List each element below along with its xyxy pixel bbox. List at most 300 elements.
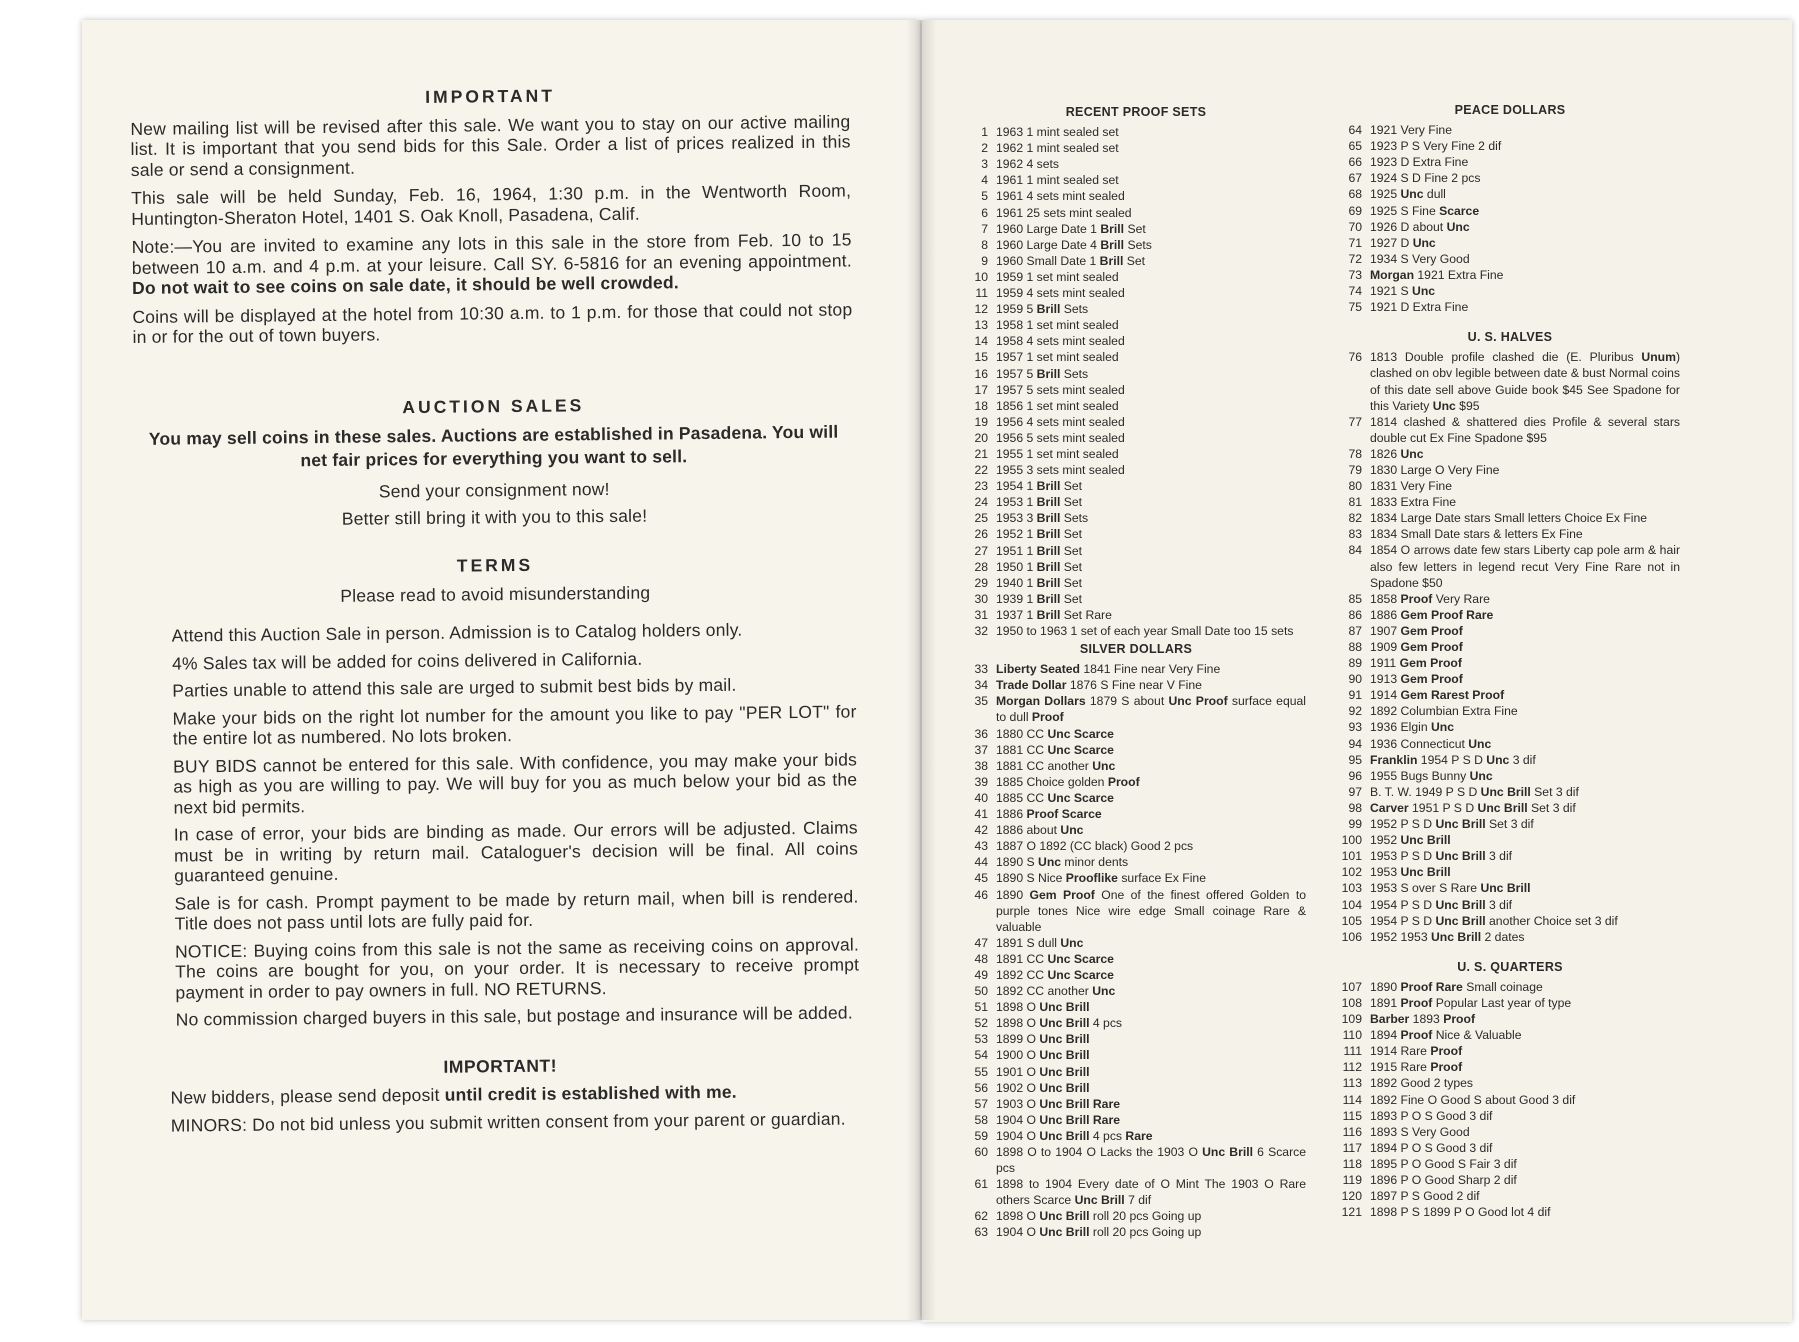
lot-description: 1907 Gem Proof [1370,623,1463,638]
lot-description: 1858 Proof Very Rare [1370,591,1490,606]
lot-row [1340,929,1680,945]
lot-description: 1894 Proof Nice & Valuable [1370,1028,1522,1043]
term-item: Make your bids on the right lot number for the amount you like to pay "PER LOT" for the entire lot as numbered. No lots broken. [172,700,857,749]
lot-row [966,1112,1306,1128]
lot-number: 41 [974,807,988,822]
lot-number: 114 [1342,1092,1362,1107]
lot-number: 67 [1348,171,1362,186]
lot-row [966,205,1306,221]
lot-number: 52 [974,1016,988,1031]
lot-number: 119 [1342,1173,1362,1187]
lot-description: 1959 1 set mint sealed [996,269,1119,284]
lot-description: 1963 1 mint sealed set [996,125,1119,140]
lot-row [1340,170,1680,186]
lot-description: 1914 Gem Rarest Proof [1370,688,1505,703]
lot-row [966,349,1306,365]
lot-number: 72 [1348,251,1362,266]
lot-number: 29 [974,575,988,590]
lot-description: 1895 P O Good S Fair 3 dif [1370,1156,1517,1171]
lot-description: 1886 Gem Proof Rare [1370,607,1494,622]
lot-description: 1898 to 1904 Every date of O Mint The 1903 O Rare others Scarce Unc Brill 7 dif [996,1177,1306,1208]
lot-description: 1962 1 mint sealed set [996,141,1119,156]
lot-description: 1952 1953 Unc Brill 2 dates [1370,929,1525,944]
lot-number: 99 [1348,817,1362,832]
lot-description: 1893 S Very Good [1370,1124,1470,1139]
lot-number: 91 [1348,688,1362,703]
lot-number: 87 [1348,623,1362,638]
lot-description: 1950 to 1963 1 set of each year Small Date too 15 sets [996,624,1294,638]
lot-number: 26 [974,527,988,542]
lot-description: 1926 D about Unc [1370,219,1470,234]
left-page [82,20,920,1320]
lot-description: 1924 S D Fine 2 pcs [1370,171,1481,186]
lot-description: 1898 O Unc Brill 4 pcs [996,1016,1123,1031]
lot-description: 1954 P S D Unc Brill 3 dif [1370,897,1513,912]
lot-number: 3 [981,157,988,172]
bidders-notes [140,1080,860,1108]
lot-description: 1936 Elgin Unc [1370,720,1455,735]
lot-row [1340,671,1680,687]
lot-description: 1890 S Nice Prooflike surface Ex Fine [996,871,1206,886]
lot-description: 1903 O Unc Brill Rare [996,1096,1120,1111]
lot-number: 86 [1348,607,1362,622]
lot-description: 1898 O Unc Brill roll 20 pcs Going up [996,1209,1202,1224]
lot-row [1340,639,1680,655]
lot-row [966,221,1306,237]
lot-row [966,494,1306,510]
lot-description: 1952 P S D Unc Brill Set 3 dif [1370,817,1534,832]
lot-number: 19 [974,414,988,429]
lot-number: 109 [1341,1012,1362,1027]
lot-row [1340,510,1680,526]
lot-number: 64 [1348,123,1362,138]
lot-row [966,156,1306,172]
lot-row [1340,768,1680,784]
lot-description: Morgan 1921 Extra Fine [1370,267,1504,282]
lot-row [966,366,1306,382]
lot-number: 23 [974,479,988,494]
note-text: Note:—You are invited to examine any lots in this sale in the store from Feb. 10 to 15 between 10 a.m. and 4 p.m. at your leisure. Call SY. 6-5816 for an evening appointment. [131,229,852,278]
lot-row [966,1224,1306,1240]
lot-number: 16 [974,366,988,381]
lot-number: 74 [1348,284,1362,299]
lot-description: 1899 O Unc Brill [996,1032,1090,1047]
lot-description: 1885 Choice golden Proof [996,774,1140,789]
lot-number: 84 [1348,543,1362,558]
lot-row [966,967,1306,983]
auction-sales-paragraph: You may sell coins in these sales. Auctions are established in Pasadena. You will net fair prices for everything you want to sell. [148,421,839,471]
lot-number: 18 [974,398,988,413]
lot-number: 43 [974,839,988,854]
lot-number: 118 [1342,1156,1362,1171]
lot-description: 1814 clashed & shattered dies Profile & several stars double cut Ex Fine Spadone $95 [1370,414,1680,445]
lot-row [1340,203,1680,219]
lot-number: 93 [1348,720,1362,735]
lot-number: 115 [1342,1108,1362,1123]
lot-row [1340,1092,1680,1108]
lot-number: 81 [1348,495,1362,510]
lot-number: 70 [1348,219,1362,234]
lot-number: 101 [1341,849,1362,864]
lot-description: 1834 Large Date stars Small letters Choice Ex Fine [1370,511,1648,526]
lot-description: 1893 P O S Good 3 dif [1370,1108,1493,1123]
lot-number: 5 [981,189,988,204]
section-heading: PEACE DOLLARS [1454,103,1566,117]
lot-description: 1962 4 sets [996,157,1060,172]
lot-description: 1897 P S Good 2 dif [1370,1189,1480,1204]
lot-description: 1900 O Unc Brill [996,1048,1090,1063]
lot-number: 94 [1348,736,1362,751]
lot-description: 1951 1 Brill Set [996,543,1083,558]
lot-number: 4 [981,173,988,188]
section-heading: U. S. HALVES [1467,330,1553,345]
minors-note: MINORS: Do not bid unless you submit written consent from your parent or guardian. [170,1108,846,1136]
lot-row [1340,655,1680,671]
lot-row [1340,848,1680,864]
lot-row [966,806,1306,822]
lot-row [966,398,1306,414]
lot-description: 1961 4 sets mint sealed [996,189,1125,204]
lot-description: 1892 CC Unc Scarce [996,967,1114,982]
lot-number: 61 [974,1177,988,1192]
lot-row [1340,494,1680,510]
lot-description: 1913 Gem Proof [1370,672,1463,687]
lot-description: 1921 Very Fine [1370,123,1452,138]
lot-description: 1834 Small Date stars & letters Ex Fine [1370,527,1583,542]
lot-row [966,1064,1306,1080]
lot-row [1340,283,1680,299]
lot-number: 40 [974,790,988,805]
lot-description: 1953 P S D Unc Brill 3 dif [1370,849,1513,864]
lot-description: 1904 O Unc Brill roll 20 pcs Going up [996,1225,1202,1240]
lot-row [1340,1172,1680,1188]
lot-row [1340,995,1680,1011]
lot-row [1340,591,1680,607]
lot-description: 1898 P S 1899 P O Good lot 4 dif [1370,1205,1551,1220]
lot-number: 14 [974,334,988,349]
lot-number: 69 [1348,203,1362,218]
lot-number: 108 [1341,995,1362,1010]
lot-number: 120 [1341,1189,1362,1204]
lot-description: 1960 Small Date 1 Brill Set [996,253,1146,268]
lot-description: 1904 O Unc Brill Rare [996,1112,1120,1127]
lot-number: 24 [974,495,988,510]
lot-row [1340,800,1680,816]
lot-row [966,301,1306,317]
lot-number: 68 [1348,187,1362,202]
lot-number: 60 [974,1145,988,1159]
lot-row [966,414,1306,430]
lot-row [966,462,1306,478]
lot-description: 1881 CC Unc Scarce [996,742,1114,757]
important-paragraph-3 [132,229,853,298]
lot-description: 1957 5 Brill Sets [996,366,1089,381]
lot-row [966,1031,1306,1047]
lot-description: 1833 Extra Fine [1370,495,1457,510]
lot-number: 66 [1348,155,1362,170]
lot-row [1340,446,1680,462]
lot-number: 90 [1348,672,1362,687]
term-item: 4% Sales tax will be added for coins delivered in California. [171,648,643,674]
lot-description: 1854 O arrows date few stars Liberty cap pole arm & hair also few letters in legend recut Very Fine Rare not in Spadone $50 [1370,543,1680,590]
lot-row [966,140,1306,156]
lot-description: 1950 1 Brill Set [996,559,1083,574]
lot-description: 1892 Fine O Good S about Good 3 dif [1370,1092,1576,1107]
lot-description: 1959 5 Brill Sets [996,302,1089,317]
lot-number: 62 [974,1209,988,1224]
lot-number: 113 [1342,1076,1362,1091]
lot-row [1340,219,1680,235]
lot-row [966,887,1306,935]
lot-number: 54 [974,1048,988,1063]
lot-number: 77 [1348,414,1362,429]
lot-number: 9 [981,253,988,268]
lot-description: 1956 5 sets mint sealed [996,430,1125,445]
lot-row [1340,526,1680,542]
lot-row [1340,703,1680,719]
lot-row [1340,1043,1680,1059]
lot-description: 1953 1 Brill Set [996,495,1083,510]
lot-number: 106 [1341,929,1362,944]
lot-description: 1881 CC another Unc [996,758,1116,773]
lot-number: 38 [974,758,988,773]
lot-number: 49 [974,967,988,982]
lot-row [1340,979,1680,995]
lot-row [966,758,1306,774]
lot-number: 8 [981,237,988,252]
lot-row [1340,1075,1680,1091]
term-item: NOTICE: Buying coins from this sale is not the same as receiving coins on approval. The coins are bought for you, on your order. It is necessary to receive prompt payment in order to pay owners in full. NO RETURNS. [174,933,860,1003]
lot-row [1340,299,1680,315]
lot-row [966,790,1306,806]
lot-description: Franklin 1954 P S D Unc 3 dif [1370,752,1536,767]
lot-description: 1955 1 set mint sealed [996,446,1119,461]
lot-row [966,124,1306,140]
lot-description: 1957 1 set mint sealed [996,350,1119,365]
lot-description: 1887 O 1892 (CC black) Good 2 pcs [996,839,1194,854]
lot-row [966,822,1306,838]
lot-row [1340,1156,1680,1172]
lot-description: 1891 S dull Unc [996,935,1084,950]
lot-description: 1831 Very Fine [1370,479,1452,494]
lot-row [1340,1108,1680,1124]
lot-description: 1901 O Unc Brill [996,1064,1090,1079]
lot-row [966,838,1306,854]
lot-description: 1956 4 sets mint sealed [996,414,1125,429]
lot-number: 95 [1348,752,1362,767]
lot-description: 1923 D Extra Fine [1370,155,1469,170]
lot-description: 1953 S over S Rare Unc Brill [1370,881,1531,896]
lot-number: 98 [1348,800,1362,815]
lot-row [966,951,1306,967]
lot-number: 32 [974,624,988,638]
term-item: Attend this Auction Sale in person. Admission is to Catalog holders only. [171,619,743,646]
lot-description: 1894 P O S Good 3 dif [1370,1140,1493,1155]
lot-row [1340,752,1680,768]
lot-number: 63 [974,1225,988,1240]
term-item: Parties unable to attend this sale are urged to submit best bids by mail. [172,674,737,701]
lot-number: 17 [974,382,988,397]
section-heading: SILVER DOLLARS [1079,642,1193,657]
lot-number: 28 [974,559,988,574]
consignment-line: Send your consignment now! [378,478,610,502]
lot-number: 10 [974,269,988,284]
note-bold-text: Do not wait to see coins on sale date, it should be well crowded. [131,272,679,298]
lot-number: 12 [974,302,988,317]
lot-number: 88 [1348,640,1362,654]
deposit-text: New bidders, please send deposit [170,1084,445,1108]
lot-row [966,382,1306,398]
lot-row [1340,816,1680,832]
lot-row [1340,1124,1680,1140]
lot-description: 1898 O Unc Brill [996,1000,1090,1015]
lot-number: 85 [1348,591,1362,606]
lot-description: 1890 S Unc minor dents [996,855,1129,870]
lot-description: 1813 Double profile clashed die (E. Pluribus Unum) clashed on obv legible between date & bust Normal coins of this date sell above Guide book $45 See Spadone for this Variety Unc $95 [1370,350,1680,413]
lot-row [1340,832,1680,848]
lot-number: 121 [1341,1205,1362,1220]
deposit-bold-text: until credit is established with me. [444,1081,737,1105]
lot-row [1340,913,1680,929]
section-heading: RECENT PROOF SETS [1065,105,1207,119]
lot-row [1340,414,1680,446]
lot-row [1340,235,1680,251]
bring-it-line: Better still bring it with you to this sale! [341,505,648,529]
lot-number: 75 [1348,300,1362,315]
lot-row [966,317,1306,333]
lot-number: 71 [1348,235,1362,250]
lot-row [966,983,1306,999]
auction-sales-heading: AUCTION SALES [402,394,585,417]
lot-description: 1955 3 sets mint sealed [996,463,1125,478]
lot-number: 103 [1341,881,1362,896]
lot-number: 51 [974,1000,988,1015]
lot-description: 1890 Gem Proof One of the finest offered Golden to purple tones Nice wire edge Small coinage Rare & valuable [996,887,1307,934]
lot-number: 13 [974,318,988,333]
lot-description: 1937 1 Brill Set Rare [996,607,1112,622]
lot-description: 1952 1 Brill Set [996,527,1083,542]
lot-number: 21 [974,446,988,461]
lot-description: 1923 P S Very Fine 2 dif [1370,139,1502,154]
lot-number: 110 [1342,1028,1362,1043]
lot-row [966,1080,1306,1096]
term-item: In case of error, your bids are binding as made. Our errors will be adjusted. Claims must be in writing by return mail. Cataloguer's decision will be final. All coins guaranteed genuine. [173,817,859,886]
lot-number: 92 [1348,704,1362,719]
lot-row [966,935,1306,951]
lot-number: 80 [1348,479,1362,494]
lot-row [966,188,1306,204]
lot-row [1340,349,1680,413]
lot-row [966,1144,1306,1176]
lot-row [966,854,1306,870]
lot-row [1340,784,1680,800]
lot-description: B. T. W. 1949 P S D Unc Brill Set 3 dif [1370,784,1579,799]
lot-description: 1892 Good 2 types [1370,1076,1473,1091]
lot-number: 102 [1341,865,1362,880]
lot-row [966,543,1306,559]
lot-row [966,677,1306,693]
lot-number: 42 [974,823,988,838]
lot-description: 1886 Proof Scarce [996,807,1102,822]
lot-row [966,446,1306,462]
lot-description: 1954 P S D Unc Brill another Choice set 3 dif [1370,913,1618,928]
lot-number: 2 [981,141,988,156]
lot-row [966,1208,1306,1224]
lot-row [1340,462,1680,478]
lot-number: 39 [974,774,988,789]
lot-number: 34 [974,678,988,693]
lot-row [966,333,1306,349]
lot-description: 1826 Unc [1370,446,1424,461]
terms-list [136,618,860,1030]
lot-number: 65 [1348,139,1362,154]
lot-description: 1911 Gem Proof [1370,656,1462,671]
lot-row [1340,897,1680,913]
lot-row [1340,1059,1680,1075]
lot-description: 1915 Rare Proof [1370,1060,1463,1075]
lot-number: 15 [974,350,988,365]
terms-subheading: Please read to avoid misunderstanding [340,582,651,606]
lot-row [1340,154,1680,170]
lot-description: 1953 Unc Brill [1370,865,1451,880]
lot-row [966,1015,1306,1031]
important-paragraph-2: This sale will be held Sunday, Feb. 16, 1964, 1:30 p.m. in the Wentworth Room, Huntington-Sheraton Hotel, 1401 S. Oak Knoll, Pasadena, Calif. [131,180,852,229]
lot-description: 1921 S Unc [1370,284,1436,299]
lot-row [966,1128,1306,1144]
lot-description: 1957 5 sets mint sealed [996,382,1125,397]
lot-description: 1885 CC Unc Scarce [996,790,1114,805]
lot-number: 45 [974,871,988,886]
lot-row [966,285,1306,301]
lot-number: 20 [974,430,988,445]
lot-number: 79 [1348,462,1362,477]
lot-row [1340,1188,1680,1204]
lot-description: 1952 Unc Brill [1370,833,1451,848]
lot-number: 58 [974,1112,988,1127]
lot-row [1340,251,1680,267]
lot-row [1340,478,1680,494]
lot-row [1340,1027,1680,1043]
lot-number: 27 [974,543,988,558]
lot-number: 59 [974,1128,988,1143]
lot-number: 50 [974,984,988,999]
terms-heading: TERMS [456,554,534,576]
lot-row [966,430,1306,446]
lot-description: 1925 Unc dull [1370,187,1446,202]
lot-row [1340,880,1680,896]
lot-number: 111 [1343,1044,1362,1059]
lot-description: 1891 Proof Popular Last year of type [1370,995,1572,1010]
lot-description: 1934 S Very Good [1370,251,1470,266]
section-heading: U. S. QUARTERS [1457,959,1563,974]
lot-description: 1909 Gem Proof [1370,640,1463,654]
lot-description: 1890 Proof Rare Small coinage [1370,979,1543,994]
lot-description: 1961 1 mint sealed set [996,173,1119,188]
lot-row [966,591,1306,607]
lot-number: 30 [974,591,988,606]
lot-number: 107 [1341,979,1362,994]
right-page [922,20,1792,1322]
lot-description: 1955 Bugs Bunny Unc [1370,768,1493,783]
lot-number: 73 [1348,267,1362,282]
lot-row [966,661,1306,677]
lot-description: Liberty Seated 1841 Fine near Very Fine [996,662,1221,677]
lot-row [1340,542,1680,590]
lot-description: 1904 O Unc Brill 4 pcs Rare [996,1128,1153,1143]
lot-description: 1953 3 Brill Sets [996,511,1089,526]
lot-description: 1914 Rare Proof [1370,1044,1463,1059]
lot-row [966,575,1306,591]
